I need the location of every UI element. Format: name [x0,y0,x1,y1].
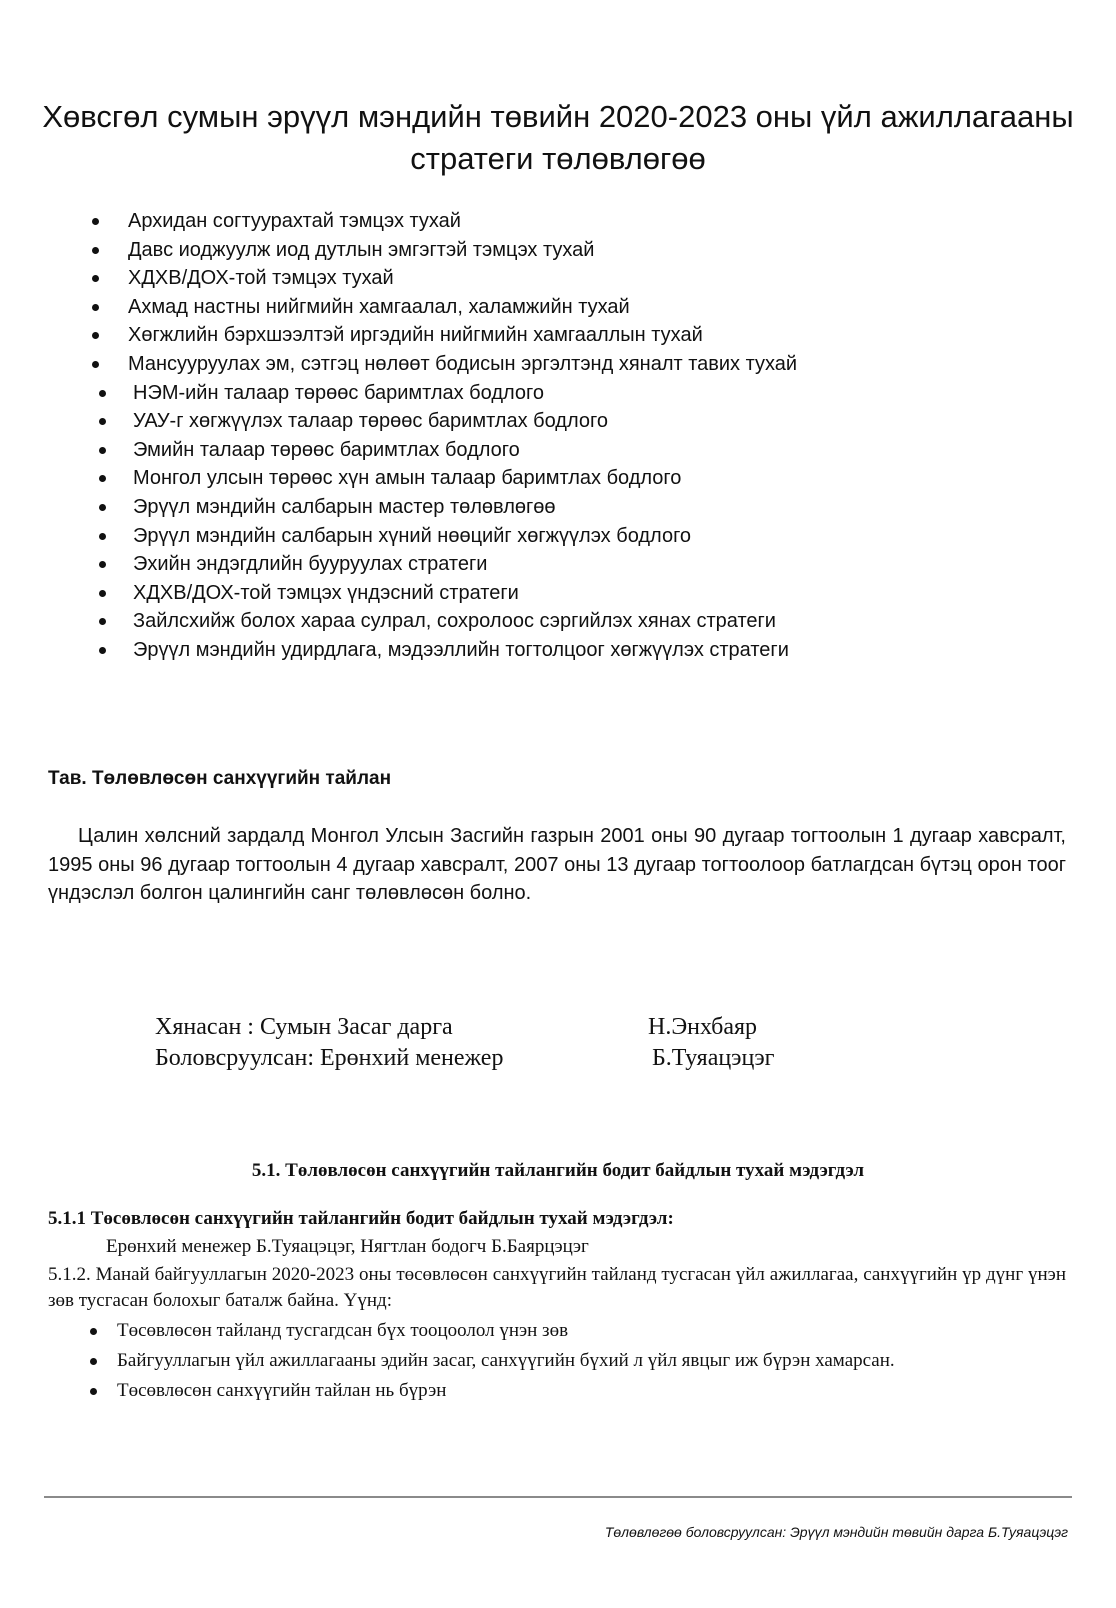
list-item-text: Хөгжлийн бэрхшээлтэй иргэдийн нийгмийн хамгааллын тухай [128,324,703,347]
bullet-icon [92,332,99,339]
list-item-text: ХДХВ/ДОХ-той тэмцэх тухай [128,267,394,290]
list-item-text: УАУ-г хөгжүүлэх талаар төрөөс баримтлах бодлого [133,410,608,433]
list-item [0,264,1116,293]
list-item [0,579,1116,608]
list-item [0,436,1116,465]
list-item [0,1318,1116,1344]
bullet-icon [99,647,106,654]
bullet-icon [99,618,106,625]
list-item-text: НЭМ-ийн талаар төрөөс баримтлах бодлого [133,381,544,404]
list-item-text: Төсөвлөсөн санхүүгийн тайлан нь бүрэн [117,1380,447,1401]
subsection-511-heading: 5.1.1 Төсөвлөсөн санхүүгийн тайлангийн бодит байдлын тухай мэдэгдэл: [48,1208,674,1229]
list-item-text: Архидан согтуурахтай тэмцэх тухай [128,210,461,232]
subsection-title: 5.1. Төлөвлөсөн санхүүгийн тайлангийн бодит байдлын тухай мэдэгдэл [251,1160,865,1181]
list-item [0,379,1116,408]
list-item-text: Эхийн эндэгдлийн бууруулах стратеги [133,553,488,576]
bullet-icon [92,361,99,368]
list-item [0,636,1116,665]
list-item [0,1378,1116,1404]
section-heading: Тав. Төлөвлөсөн санхүүгийн тайлан [48,768,392,789]
footer-divider [44,1496,1072,1498]
bullet-icon [90,1328,97,1335]
subsection-511-line: Ерөнхий менежер Б.Туяацэцэг, Нягтлан бодогч Б.Баярцэцэг [106,1236,589,1257]
signature-name-reviewer: Н.Энхбаяр [648,1014,758,1040]
list-item-text: Эмийн талаар төрөөс баримтлах бодлого [133,438,520,461]
bullet-icon [99,447,106,454]
signature-role-reviewer: Хянасан : Сумын Засаг дарга [155,1014,453,1040]
bullet-icon [99,418,106,425]
signature-role-preparer: Боловсруулсан: Ерөнхий менежер [155,1045,504,1071]
list-item-text: Эрүүл мэндийн салбарын хүний нөөцийг хөгжүүлэх бодлого [133,524,692,547]
list-item [0,207,1116,236]
bullet-icon [99,590,106,597]
bullet-icon [92,247,99,254]
list-item-text: Байгууллагын үйл ажиллагааны эдийн засаг, санхүүгийн бүхий л үйл явцыг иж бүрэн хамарсан. [117,1350,895,1371]
list-item-text: ХДХВ/ДОХ-той тэмцэх үндэсний стратеги [133,581,519,604]
bullet-icon [99,533,106,540]
list-item [0,236,1116,265]
list-item [0,550,1116,579]
bullet-icon [99,390,106,397]
bullet-icon [92,275,99,282]
list-item [0,350,1116,379]
bullet-icon [92,304,99,311]
list-item [0,293,1116,322]
list-item [0,407,1116,436]
list-item [0,1348,1116,1374]
list-item-text: Мансууруулах эм, сэтгэц нөлөөт бодисын эргэлтэнд хяналт тавих тухай [128,352,798,375]
list-item [0,321,1116,350]
bullet-icon [90,1358,97,1365]
list-item [0,522,1116,551]
list-item-text: Эрүүл мэндийн удирдлага, мэдээллийн тогтолцоог хөгжүүлэх стратеги [133,638,789,661]
bullet-icon [99,504,106,511]
list-item [0,464,1116,493]
subsection-bullet-list [0,1318,1116,1408]
document-title: Хөвсгөл сумын эрүүл мэндийн төвийн 2020-2023 оны үйл ажиллагааны стратеги төлөвлөгөө [42,99,1074,176]
list-item-text: Зайлсхийж болох хараа сулрал, сохролоос сэргийлэх хянах стратеги [133,610,776,633]
bullet-icon [90,1388,97,1395]
bullet-icon [92,218,99,225]
list-item-text: Эрүүл мэндийн салбарын мастер төлөвлөгөө [133,495,556,518]
signature-name-preparer: Б.Туяацэцэг [652,1045,775,1071]
list-item-text: Төсөвлөсөн тайланд тусгагдсан бүх тооцоолол үнэн зөв [117,1320,569,1341]
page-footer: Төлөвлөгөө боловсруулсан: Эрүүл мэндийн төвийн дарга Б.Туяацэцэг [604,1524,1068,1540]
list-item-text: Давс иоджуулж иод дутлын эмгэгтэй тэмцэх тухай [128,238,595,261]
subsection-512-paragraph: 5.1.2. Манай байгууллагын 2020-2023 оны төсөвлөсөн санхүүгийн тайланд тусгасан үйл ажиллагаа, санхүүгийн үр дүнг үнэн зөв тусгасан болохыг баталж байна. Үүнд: [48,1264,1066,1311]
list-item [0,493,1116,522]
strategy-bullet-list [0,207,1116,665]
list-item-text: Монгол улсын төрөөс хүн амын талаар баримтлах бодлого [133,467,682,490]
bullet-icon [99,475,106,482]
list-item [0,607,1116,636]
section-paragraph: Цалин хөлсний зардалд Монгол Улсын Засгийн газрын 2001 оны 90 дугаар тогтоолын 1 дугаар хавсралт, 1995 оны 96 дугаар тогтоолын 4 дугаар хавсралт, 2007 оны 13 дугаар тогтоолоор батлагдсан бүтэц орон тоог үндэслэл болгон цалингийн санг төлөвлөсөн болно. [48,825,1066,904]
list-item-text: Ахмад настны нийгмийн хамгаалал, халамжийн тухай [128,295,630,318]
bullet-icon [99,561,106,568]
